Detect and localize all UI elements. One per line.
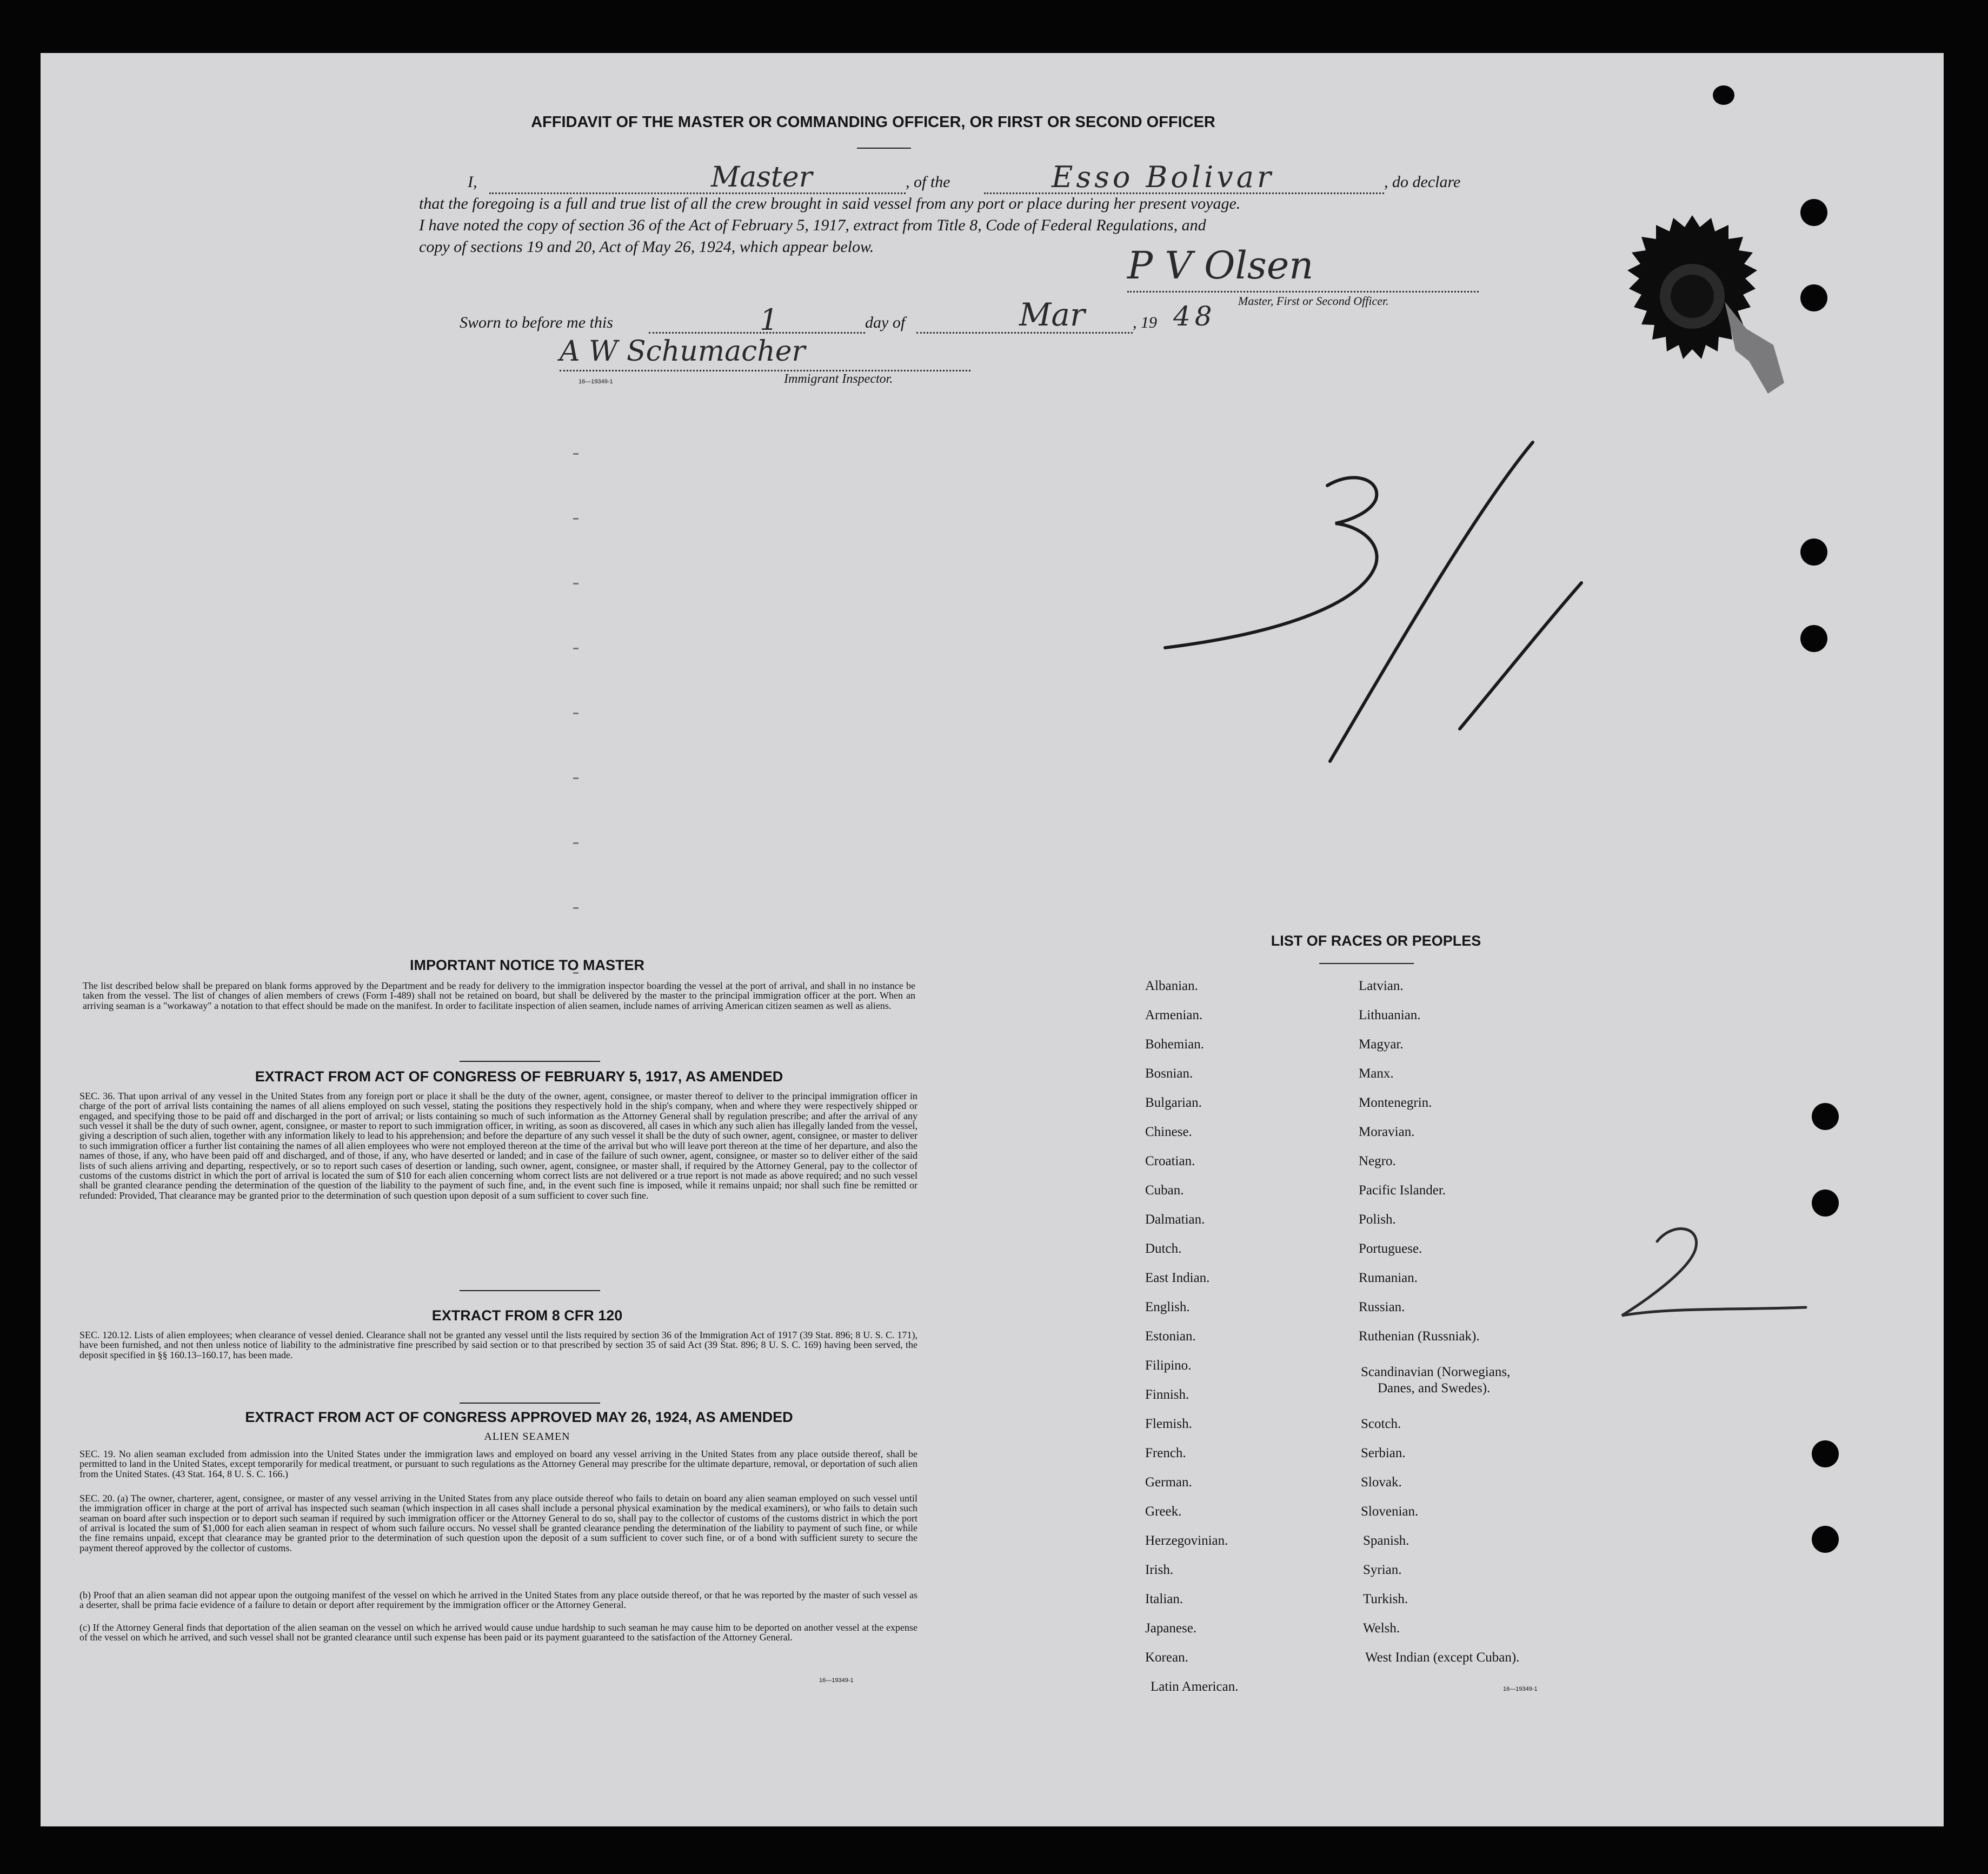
inspector-caption: Immigrant Inspector. [784,372,893,386]
punch-hole-icon [1812,1440,1839,1467]
extract-cfr-title: EXTRACT FROM 8 CFR 120 [431,1307,623,1324]
margin-tick [573,907,579,909]
race-right-item: Magyar. [1359,1037,1404,1052]
race-right-item: Serbian. [1361,1446,1406,1460]
race-left-item: Dutch. [1145,1241,1182,1256]
race-left-item: Albanian. [1145,979,1198,993]
race-left-item: Chinese. [1145,1125,1192,1139]
race-left-item: Bulgarian. [1145,1095,1202,1110]
notice-divider [460,1061,600,1062]
race-right-item: Manx. [1359,1066,1394,1081]
races-form-number: 16—19349-1 [1503,1686,1538,1692]
of-the-label: , of the [906,173,950,191]
notice-title: IMPORTANT NOTICE TO MASTER [410,957,644,973]
extract-1924-title: EXTRACT FROM ACT OF CONGRESS APPROVED MAY 26, 1924, AS AMENDED [245,1409,793,1425]
margin-tick [573,713,579,714]
race-right-item: Rumanian. [1359,1271,1418,1285]
race-right-item: Danes, and Swedes). [1378,1381,1491,1395]
handwritten-page-number-2 [1579,1215,1860,1345]
race-left-item: English. [1145,1300,1190,1314]
year-prefix-label: , 19 [1133,314,1157,331]
handwritten-page-number [1122,377,1608,853]
punch-hole-icon [1800,625,1827,652]
extract-1924-sec20a: SEC. 20. (a) The owner, charterer, agent, consignee, or master of any vessel arriving in the United States from any place outside thereof who fails to detain on board any alien seaman employed on such vessel until the immigration officer in charge at the port of arrival has inspected such seaman (which inspection in all cases shall include a personal physical examination by the medical examiners), or who fails to detain such seaman on board after such inspection or to deport such seaman if required by such immigration officer or the Attorney General to do so, shall pay to the collector of customs of the customs district in which the port of arrival is located the sum of $1,000 for each alien seaman in respect of whom such failure occurs. No vessel shall be granted clearance pending the determination of the liability to payment of such fine, or while the fine remains unpaid, except that clearance may be granted prior to the determination of such question upon the deposit of a sum sufficient to cover such fine, or of a bond with sufficient surety to secure the payment thereof approved by the collector of customs. [79,1493,917,1553]
race-left-item: Korean. [1145,1650,1188,1665]
punch-hole-icon [1812,1103,1839,1130]
margin-tick [573,518,579,520]
extract-cfr-divider [460,1403,600,1404]
races-title: LIST OF RACES OR PEOPLES [1271,933,1481,949]
extract-1924-subtitle: ALIEN SEAMEN [484,1431,570,1443]
race-right-item: Ruthenian (Russniak). [1359,1329,1480,1344]
master-signature: P V Olsen [1127,243,1314,288]
margin-tick [573,648,579,649]
race-left-item: Italian. [1145,1592,1184,1606]
title-field-line [489,192,906,194]
race-left-item: German. [1145,1475,1192,1490]
day-field-line [649,332,865,334]
margin-tick [573,583,579,584]
race-right-item: Portuguese. [1359,1241,1422,1256]
extract-cfr-body: SEC. 120.12. Lists of alien employees; when clearance of vessel denied. Clearance shall not be granted any vessel until the lists required by section 36 of the Immigration Act of 1917 (39 Stat. 896; 8 U. S. C. 171), have been furnished, and not then unless notice of liability to the administrative fine prescribed by said section or to that prescribed by section 35 of said Act (39 Stat. 896; 8 U. S. C. 169) having been served, the deposit specified in §§ 160.13–160.17, has been made. [79,1330,917,1360]
race-left-item: French. [1145,1446,1186,1460]
race-right-item: Slovenian. [1361,1504,1419,1519]
punch-hole-icon [1800,539,1827,566]
race-right-item: Negro. [1359,1154,1396,1168]
notice-body: The list described below shall be prepared on blank forms approved by the Department and be ready for delivery to the immigration inspector boarding the vessel at the port of arrival, and shall in no instance be taken from the vessel. The list of changes of alien members of crews (Form I-489) shall not be retained on board, but shall be delivered by the master to the principal immigration officer at the port. When an arriving seaman is a "workaway" a notation to that effect should be made on the manifest. In order to facilitate inspection of alien seamen, include names of arriving American citizen seamen as well as aliens. [83,980,915,1011]
margin-tick [573,777,579,779]
extract-1917-title: EXTRACT FROM ACT OF CONGRESS OF FEBRUARY 5, 1917, AS AMENDED [255,1068,783,1085]
race-left-item: Bohemian. [1145,1037,1205,1052]
affidavit-title: AFFIDAVIT OF THE MASTER OR COMMANDING OFFICER, OR FIRST OR SECOND OFFICER [531,114,1215,131]
day-of-label: day of [865,314,906,331]
sworn-label: Sworn to before me this [460,314,613,331]
race-left-item: Irish. [1145,1563,1174,1577]
inspector-signature-line [560,370,970,371]
race-right-item: Syrian. [1363,1563,1402,1577]
race-right-item: Slovak. [1361,1475,1402,1490]
race-left-item: Flemish. [1145,1417,1192,1431]
declaration-line-2: I have noted the copy of section 36 of the Act of February 5, 1917, extract from Title 8, Code of Federal Regulations, and [419,216,1206,234]
race-right-item: Welsh. [1363,1621,1400,1636]
handwritten-day: 1 [760,303,779,337]
margin-tick [573,842,579,844]
extract-1917-body: SEC. 36. That upon arrival of any vessel in the United States from any foreign port or place it shall be the duty of the owner, agent, consignee, or master thereof to deliver to the principal immigration officer in charge of the port of arrival lists containing the names of all aliens employed on such vessel, stating the positions they respectively hold in the ship's company, when and where they were respectively shipped or engaged, and specifying those to be paid off and discharged in the port of arrival; or lists containing so much of such information as the Attorney General shall by regulation prescribe; and after the arrival of any such vessel it shall be the duty of such owner, agent, consignee, or master to report to such immigration officer, in writing, as soon as discovered, all cases in which any such alien has illegally landed from the vessel, giving a description of such alien, together with any information likely to lead to his apprehension; and before the departure of any such vessel it shall be the duty of such owner, agent, consignee, or master to deliver to such immigration officer a further list containing the names of all alien employees who were not employed thereon at the time of the arrival but who will leave port thereon at the time of her departure, and also the names of those, if any, who have been paid off and discharged, and of those, if any, who have deserted or landed; and in case of the failure of such owner, agent, consignee, or master so to deliver either of the said lists of such aliens arriving and departing, respectively, or so to report such cases of desertion or landing, such owner, agent, consignee, or master shall, if required by the Attorney General, pay to the collector of customs of the customs district in which the port of arrival is located the sum of $10 for each alien concerning whom correct lists are not delivered or a true report is not made as above required; and no such vessel shall be granted clearance pending the determination of the question of the liability to the payment of such fine, and, in the event such fine is imposed, while it remains unpaid; nor shall such fine be remitted or refunded: Provided, That clearance may be granted prior to the determination of such question upon deposit of a sum sufficient to cover such fine. [79,1091,917,1201]
handwritten-year: 48 [1173,301,1216,332]
extract-1924-sec19: SEC. 19. No alien seaman excluded from admission into the United States under the immigration laws and employed on board any vessel arriving in the United States from any place outside thereof, shall be permitted to land in the United States, except temporarily for medical treatment, or pursuant to such regulations as the Attorney General may prescribe for the ultimate departure, removal, or deportation of such alien from the United States. (43 Stat. 164, 8 U. S. C. 166.) [79,1448,917,1479]
race-right-item: Latvian. [1359,979,1404,993]
document-page [41,53,1944,1826]
punch-hole-icon [1812,1189,1839,1217]
race-left-item: Japanese. [1145,1621,1197,1636]
race-left-item: Herzegovinian. [1145,1533,1228,1548]
affidavit-form-number: 16—19349-1 [579,378,613,385]
race-right-item: Pacific Islander. [1359,1183,1446,1198]
race-right-item: Russian. [1359,1300,1405,1314]
race-left-item: East Indian. [1145,1271,1210,1285]
punch-hole-icon [1713,85,1734,105]
extract-1917-divider [460,1290,600,1291]
race-left-item: Armenian. [1145,1008,1203,1022]
race-right-item: Turkish. [1363,1592,1408,1606]
race-right-item: Scandinavian (Norwegians, [1361,1365,1511,1379]
race-left-item: Greek. [1145,1504,1182,1519]
master-caption: Master, First or Second Officer. [1238,294,1389,308]
handwritten-vessel: Esso Bolivar [1052,160,1274,194]
race-left-item: Bosnian. [1145,1066,1193,1081]
extract-1924-sec20b: (b) Proof that an alien seaman did not appear upon the outgoing manifest of the vessel on which he arrived in the United States from any place outside thereof, or that he was reported by the master of such vessel as a deserter, shall be prima facie evidence of a failure to detain or deport after requirement by the immigration officer or the Attorney General. [79,1590,917,1611]
race-right-item: Moravian. [1359,1125,1415,1139]
i-label: I, [468,173,477,191]
race-left-item: Dalmatian. [1145,1212,1205,1227]
extract-1924-sec20c: (c) If the Attorney General finds that deportation of the alien seaman on the vessel on which he arrived would cause undue hardship to such seaman he may cause him to be deported on another vessel at the expense of the vessel on which he arrived, and such vessel shall not be granted clearance until such expense has been paid or its payment guaranteed to the satisfaction of the Attorney General. [79,1622,917,1643]
race-right-item: Scotch. [1361,1417,1401,1431]
notary-seal-icon [1611,210,1790,399]
race-left-item: Estonian. [1145,1329,1196,1344]
title-underline [857,148,911,149]
race-right-item: Polish. [1359,1212,1396,1227]
race-left-item: Filipino. [1145,1358,1192,1373]
race-left-item: Latin American. [1151,1679,1239,1694]
race-left-item: Croatian. [1145,1154,1195,1168]
seal-ribbon [1725,302,1784,394]
race-left-item: Cuban. [1145,1183,1184,1198]
punch-hole-icon [1812,1526,1839,1553]
handwritten-month: Mar [1019,296,1085,333]
declaration-line-3: copy of sections 19 and 20, Act of May 26, 1924, which appear below. [419,238,874,256]
race-right-item: West Indian (except Cuban). [1365,1650,1520,1665]
race-right-item: Spanish. [1363,1533,1409,1548]
race-right-item: Lithuanian. [1359,1008,1421,1022]
races-title-underline [1319,963,1414,964]
punch-hole-icon [1800,199,1827,226]
extract-1924-form-number: 16—19349-1 [819,1677,854,1684]
margin-tick [573,453,579,455]
do-declare-label: , do declare [1384,173,1461,191]
declaration-line-1: that the foregoing is a full and true list of all the crew brought in said vessel from any port or place during her present voyage. [419,195,1241,212]
handwritten-title: Master [711,161,813,194]
inspector-signature: A W Schumacher [560,335,806,368]
master-signature-line [1127,291,1479,293]
punch-hole-icon [1800,284,1827,311]
race-left-item: Finnish. [1145,1387,1189,1402]
race-right-item: Montenegrin. [1359,1095,1432,1110]
